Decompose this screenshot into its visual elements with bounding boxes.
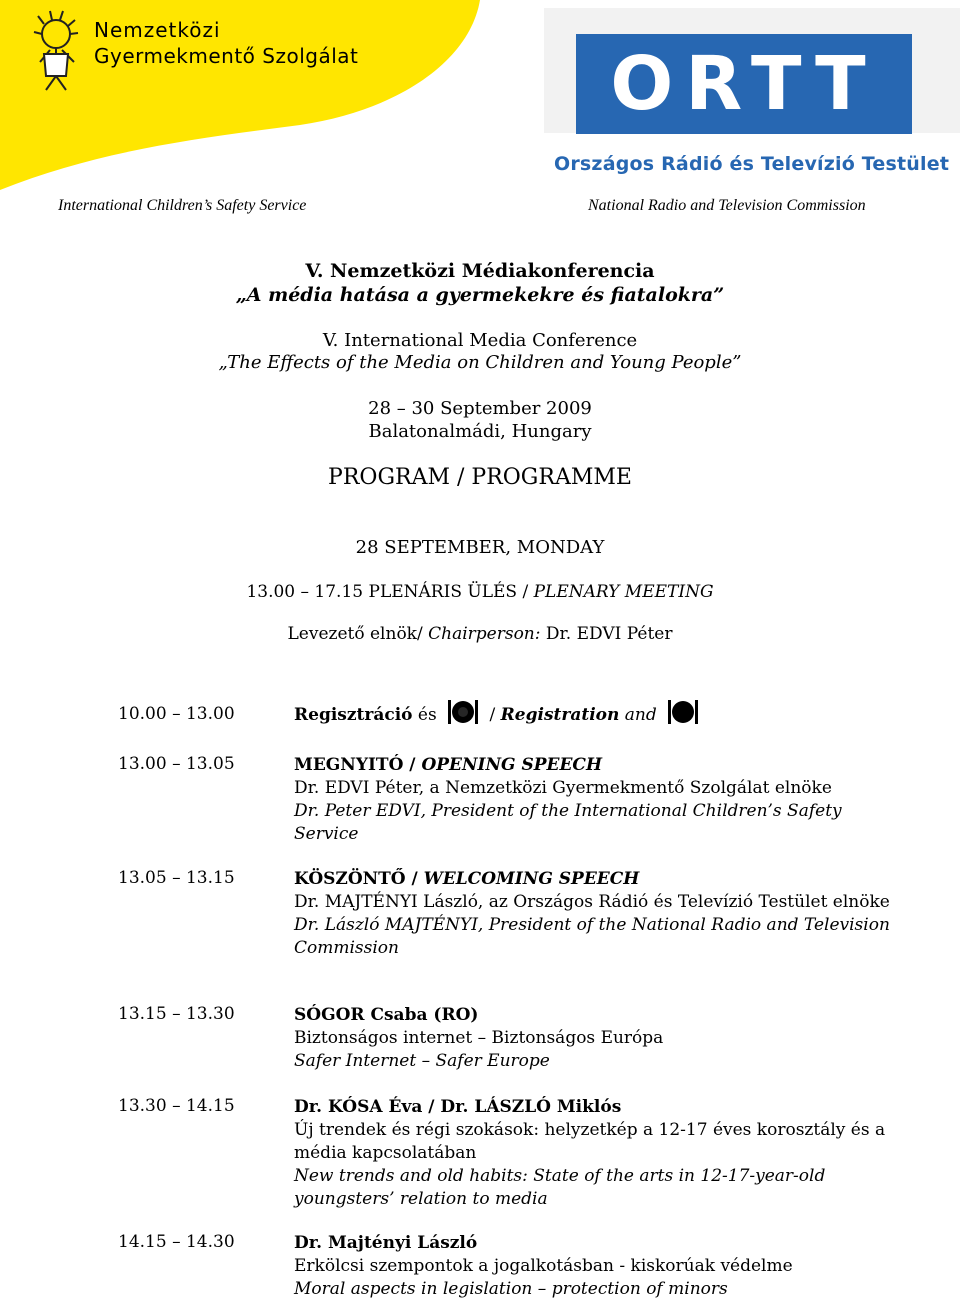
yellow-swoosh-icon [0,0,480,190]
item-title: MEGNYITÓ / OPENING SPEECH [294,755,603,775]
schedule-item [294,1096,894,1211]
chair-label-en: Chairperson: [428,624,541,644]
plate-cutlery-icon [666,698,700,733]
schedule-item [294,754,894,846]
right-org-name: Országos Rádió és Televízió Testület [554,153,950,175]
left-org-name-line1: Nemzetközi [94,18,221,42]
en-conference-subtitle: „The Effects of the Media on Children and Young People” [218,352,742,373]
hu-conference-title: V. Nemzetközi Médiakonferencia [305,260,655,282]
item-speaker: Dr. KÓSA Éva / Dr. LÁSZLÓ Miklós [294,1097,622,1117]
schedule-time: 14.15 – 14.30 [118,1232,235,1252]
chair-name: Dr. EDVI Péter [545,624,673,644]
and-en: and [624,705,657,725]
item-speaker: SÓGOR Csaba (RO) [294,1005,479,1025]
item-line-hu: Új trendek és régi szokások: helyzetkép a 12-17 éves korosztály és a média kapcsolatában [294,1120,886,1163]
conference-dates: 28 – 30 September 2009 [368,398,592,419]
schedule-time: 13.05 – 13.15 [118,868,235,888]
item-line-en: Dr. László MAJTÉNYI, President of the National Radio and Television Commission [294,915,890,958]
left-org-english: International Children’s Safety Service [58,197,307,214]
item-title: KÖSZÖNTŐ / WELCOMING SPEECH [294,869,640,889]
schedule-time: 13.00 – 13.05 [118,754,235,774]
item-line-en: Dr. Peter EDVI, President of the International Children’s Safety Service [294,801,842,844]
schedule-item [294,868,894,960]
item-line-hu: Dr. MAJTÉNYI László, az Országos Rádió és Televízió Testület elnöke [294,892,890,912]
en-conference-title: V. International Media Conference [322,330,638,351]
conference-location: Balatonalmádi, Hungary [368,421,592,442]
item-line-en: Moral aspects in legislation – protection of minors [294,1279,728,1299]
item-line-hu: Erkölcsi szempontok a jogalkotásban - kiskorúak védelme [294,1256,793,1276]
session-en: PLENARY MEETING [533,582,714,602]
and-hu: és [417,705,437,725]
item-speaker: Dr. Majtényi László [294,1233,478,1253]
schedule-time: 10.00 – 13.00 [118,704,235,724]
ortt-logo-text: ORTT [610,41,878,127]
left-org-name-line2: Gyermekmentő Szolgálat [94,44,359,68]
item-line-en: Safer Internet – Safer Europe [294,1051,550,1071]
plate-cutlery-icon [446,698,480,733]
session-hu: PLENÁRIS ÜLÉS / [368,582,529,602]
item-line-en: New trends and old habits: State of the arts in 12-17-year-old youngsters’ relation to media [294,1166,826,1209]
registration-hu: Regisztráció [294,705,413,725]
session-line [0,582,960,602]
item-line-hu: Dr. EDVI Péter, a Nemzetközi Gyermekmentő Szolgálat elnöke [294,778,832,798]
slash: / [489,705,496,725]
schedule-item [294,1232,894,1301]
chairperson-line [0,624,960,644]
ngysz-logo [0,0,480,190]
day-heading: 28 SEPTEMBER, MONDAY [355,537,605,558]
schedule-time: 13.30 – 14.15 [118,1096,235,1116]
right-org-english: National Radio and Television Commission [588,197,866,214]
schedule-item [294,1004,894,1073]
item-line-hu: Biztonságos internet – Biztonságos Európa [294,1028,664,1048]
hu-conference-subtitle: „A média hatása a gyermekekre és fiatalokra” [235,284,725,306]
registration-en: Registration [500,705,620,725]
ortt-logo [544,8,960,198]
registration-line [294,698,894,733]
program-heading: PROGRAM / PROGRAMME [328,465,632,490]
session-time: 13.00 – 17.15 [246,582,364,602]
chair-label-hu: Levezető elnök/ [287,624,423,644]
schedule-time: 13.15 – 13.30 [118,1004,235,1024]
